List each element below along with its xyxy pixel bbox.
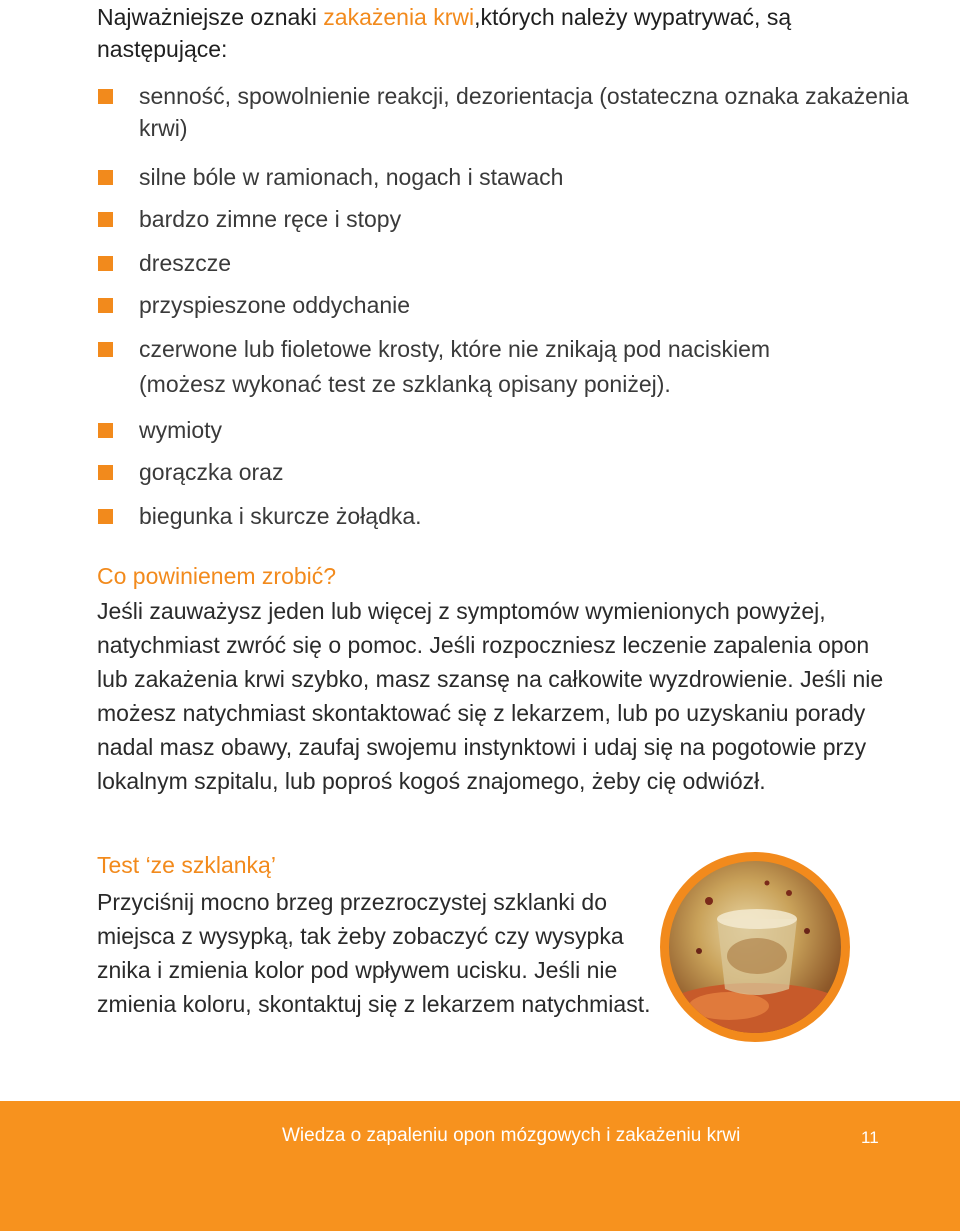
square-bullet-icon xyxy=(98,465,113,480)
intro-text-before: Najważniejsze oznaki xyxy=(97,4,324,30)
glass-on-skin-image xyxy=(669,861,841,1033)
square-bullet-icon xyxy=(98,170,113,185)
intro-text-after: ,których należy wypatrywać, są następujące: xyxy=(97,4,792,62)
square-bullet-icon xyxy=(98,298,113,313)
intro-highlight: zakażenia krwi xyxy=(323,4,475,30)
list-item-text: biegunka i skurcze żołądka. xyxy=(139,503,422,529)
glass-test-photo xyxy=(660,852,850,1042)
list-item-text: bardzo zimne ręce i stopy xyxy=(139,206,402,232)
section-heading-what-to-do: Co powinienem zrobić? xyxy=(97,563,337,589)
list-item-text: senność, spowolnienie reakcji, dezorientacja (ostateczna oznaka zakażenia krwi) xyxy=(139,83,909,141)
square-bullet-icon xyxy=(98,342,113,357)
square-bullet-icon xyxy=(98,423,113,438)
square-bullet-icon xyxy=(98,509,113,524)
section-heading-glass-test: Test ‘ze szklanką’ xyxy=(97,852,276,878)
square-bullet-icon xyxy=(98,89,113,104)
section-body-what-to-do: Jeśli zauważysz jeden lub więcej z symptomów wymienionych powyżej, natychmiast zwróć się o pomoc. Jeśli rozpoczniesz leczenie zapalenia opon lub zakażenia krwi szybko, masz szansę na całkowite wyzdrowienie. Jeśli nie możesz natychmiast skontaktować się z lekarzem, lub po uzyskaniu porady nadal masz obawy, zaufaj swojemu instynktowi i udaj się na pogotowie przy lokalnym szpitalu, lub poproś kogoś znajomego, żeby cię odwiózł. xyxy=(97,598,884,794)
section-body-glass-test: Przyciśnij mocno brzeg przezroczystej szklanki do miejsca z wysypką, tak żeby zobaczyć czy wysypka znika i zmienia kolor pod wpływem ucisku. Jeśli nie zmienia koloru, skontaktuj się z lekarzem natychmiast. xyxy=(97,889,651,1017)
list-item-continuation: (możesz wykonać test ze szklanką opisany poniżej). xyxy=(139,371,671,397)
list-item-text: silne bóle w ramionach, nogach i stawach xyxy=(139,164,564,190)
list-item-text: gorączka oraz xyxy=(139,459,284,485)
list-item-text: przyspieszone oddychanie xyxy=(139,292,411,318)
square-bullet-icon xyxy=(98,256,113,271)
intro-paragraph xyxy=(97,1,927,65)
footer-bar xyxy=(0,1101,960,1231)
list-item-text: wymioty xyxy=(139,417,223,443)
list-item-text: dreszcze xyxy=(139,250,232,276)
list-item-text: czerwone lub fioletowe krosty, które nie znikają pod naciskiem xyxy=(139,336,771,362)
footer-title: Wiedza o zapaleniu opon mózgowych i zakażeniu krwi xyxy=(282,1125,741,1146)
square-bullet-icon xyxy=(98,212,113,227)
page-number: 11 xyxy=(861,1128,879,1147)
